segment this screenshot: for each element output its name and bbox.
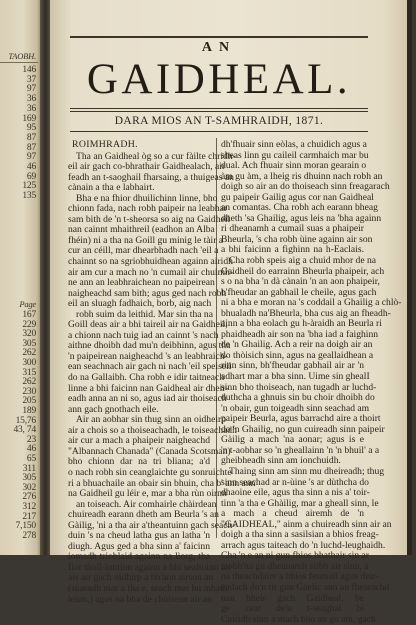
text-line: Cha robh speis aig a chuid mhor de na — [229, 255, 377, 267]
text-line: iomadh trioblaid againn na lìorg, tha — [68, 551, 210, 563]
text-line: na theachdaire a bhios feumail agus deir- — [221, 571, 379, 583]
index-number: 65 — [26, 454, 36, 464]
text-line: Tha an Gaidheal òg so a cur fàilte chridh- — [76, 150, 236, 162]
index-number: 217 — [22, 511, 36, 522]
text-line: sinn bho thoiseach, nan tugadh ar luchd- — [221, 381, 377, 393]
text-line: gheibheadh sinn am ionchuidh. — [221, 455, 341, 467]
index-number: 169 — [22, 113, 36, 124]
text-line: Cuiridh sinn a mach bho an gu am, gach — [221, 613, 376, 625]
index-number: 300 — [22, 358, 36, 368]
text-line: air am cur a mach no 'n cumail air chuimh- — [68, 266, 234, 278]
index-number: 189 — [22, 406, 36, 416]
text-line: cur an céill, mar dhearbhadh nach 'eil a — [68, 245, 219, 257]
text-line: an comantas. Cha robh ach earann bheag — [221, 202, 378, 214]
index-number: 43, 74 — [13, 425, 36, 436]
text-line: bhualadh na'Bheurla, bha cus aig an fheadh- — [221, 307, 391, 319]
index-number: 23 — [26, 434, 36, 445]
text-line: cànain a tha e labhairt. — [68, 182, 155, 194]
dateline-rule — [70, 131, 368, 132]
text-line: ne ann an leabhraichean no paipeirean — [68, 277, 215, 289]
masthead-title: GAIDHEAL. — [86, 56, 352, 103]
index-number: 15,76 — [15, 415, 36, 426]
masthead-rule-2 — [70, 111, 368, 112]
text-line: do 'n Ghailig, no gun cuireadh sinn paipeir — [221, 423, 385, 435]
index-number: 230 — [22, 386, 36, 397]
index-number: 320 — [22, 329, 36, 340]
text-line: sheas linn gu caileil carmhaich mar bu — [221, 149, 369, 161]
index-number: 262 — [22, 377, 36, 388]
text-line: taobh'na gu dheanamh sirbh air sinn, a — [221, 560, 369, 572]
index-number: 205 — [22, 396, 36, 407]
text-line: sinn seachad ar n-ùine 's ar dùthcha do — [221, 476, 369, 488]
index-number: 305 — [22, 338, 36, 349]
text-line: eadh anna an ni so, agus iad air thoiseach — [68, 393, 227, 405]
text-line: diugh. Agus ged a bha sinn a' faicinn — [68, 540, 210, 552]
text-line: (snaradh mar a tha e, seach mar bu mhath — [68, 582, 228, 594]
text-line: linne a bhi faicinn nan Gaidheal air dheir- — [68, 382, 229, 394]
text-line: feadh an t-saoghail fharsaing, a thuigeas an — [68, 171, 234, 183]
text-line: Bha e na fhior dhuilichinn linne, bho — [76, 192, 218, 204]
text-line: àm gu àm, a lheig ris dhuinn nach robh an — [221, 170, 383, 182]
text-line: rinn sinn, bh'fheudar gabhail air ar 'n — [221, 360, 364, 372]
text-line: de 'n Ghailig. Ach a reir na doigh air an — [221, 339, 373, 351]
text-line: adhart mar a bha sinn. Uime sin ghealI — [221, 371, 370, 383]
text-line: Goill deas air a bhi taireil air na Gaidheil, — [68, 319, 228, 331]
right-column — [221, 139, 402, 625]
text-line: chainnt so na sgriobhuidhean againn airidh — [68, 256, 233, 268]
index-number: 95 — [26, 123, 36, 134]
index-number: 97 — [26, 84, 36, 95]
issue-dateline: DARA MIOS AN T-SAMHRAIDH, 1871. — [114, 115, 324, 127]
text-line: ni a bha e moran na 's coddail a Ghailig a chlò- — [221, 297, 402, 309]
text-line: ean seachnach air gach ni nach 'eil speiseil — [68, 361, 232, 373]
index-number: 97 — [26, 152, 36, 163]
text-line: Thaing sinn am sinn mu dheireadh; thug — [229, 465, 385, 477]
text-line: air a chois so a thoiseachadh, le toiseachadh — [68, 424, 237, 436]
left-column — [68, 139, 256, 605]
index-number: 7,150 — [15, 521, 36, 532]
text-line: 'n t-aobhar so 'n gheallainn 'n 'n bhuil' a a — [221, 444, 380, 456]
text-line: eadach do'n tir gun Gaelic ann an fhearachd — [221, 581, 390, 593]
index-number: 312 — [22, 502, 36, 512]
text-line: robh suim da leithid. Mar sin tha na — [76, 308, 213, 320]
previous-page — [0, 0, 42, 555]
index-number: 125 — [22, 181, 36, 192]
text-line: air cur a mach a phaipeir naigheachd — [68, 435, 210, 447]
text-line: an toiseach. Air comhairle chàirdean — [76, 498, 217, 510]
text-line: "GAIDHEAL," ainm a chuireadh sinn air an — [221, 518, 392, 530]
index-number: 46 — [26, 444, 36, 455]
text-line: chuireadh earann dheth am Beurla 's an — [68, 509, 219, 521]
text-line: tinn 'a tha e Ghàilig, mar a gheall sinn, le — [221, 497, 379, 509]
index-number: 229 — [22, 319, 36, 330]
index-number: 135 — [22, 191, 36, 202]
text-line: ann gach gnothach eile. — [68, 403, 159, 415]
text-line: 'n obair, gun toigeadh sinn seachad am — [221, 402, 370, 414]
text-line: nan cainnt mhaithreil (eadhon an Alba — [68, 224, 215, 236]
text-line: doigh so air an do thoiseach sinn freagarach — [221, 181, 390, 193]
text-line: 'n paipeirean naigheachd 's an leabhraich- — [68, 350, 228, 362]
index-number: 46 — [26, 162, 36, 172]
text-line: o nach robh sin ceanglaichte gu sonruichte — [68, 466, 232, 478]
index-header: Page — [19, 299, 36, 309]
index-number: 302 — [22, 482, 36, 493]
text-line: ainn a bha eolach gu h-àraidh an Beurla ri — [221, 318, 382, 330]
masthead-rule-1 — [70, 108, 368, 109]
text-line: eil an sluagh fadhaich, borb, aig nach — [68, 298, 212, 310]
index-number: 37 — [26, 74, 36, 85]
text-line: a bhi faicinn a fighinn na h-Eaclais. — [221, 244, 364, 256]
page-edge — [407, 0, 412, 555]
index-header: TAOBH. — [8, 51, 36, 61]
text-line: a mach a cheud airemh de 'n — [221, 508, 364, 520]
text-line: fhéin) ni a tha na Goill gu minig le tàir a — [68, 234, 224, 246]
text-line: sam bith de 'n t-sheorsa so aig na Gaidheil — [68, 213, 231, 225]
index-number: 87 — [26, 142, 36, 153]
previous-page-rule — [0, 62, 38, 63]
text-line: aithne dhoibh dad mu'n deibhinn, agus tha — [68, 340, 231, 352]
masthead-an: AN — [201, 40, 237, 55]
text-line: Air an aobhar sin thug sinn an oidheirp — [76, 414, 227, 426]
text-line: Bheurla, 's cha robh ùine againn air son — [221, 233, 373, 245]
index-number: 311 — [22, 463, 36, 474]
text-line: arrach agus taiteach do 'n luchd-leughaidh. — [221, 539, 386, 551]
text-line: do na Gallaibh. Cha robh e idir taitneach — [68, 372, 225, 384]
text-line: ais air gach oidhirp a bh'ann airson an — [68, 572, 214, 584]
text-line: Gàilig a mach 'na aonar; agus is e — [221, 434, 364, 446]
text-line: dheth 'sa Ghailig, agus leis na 'bha againn — [221, 212, 382, 224]
text-line: bho chionn dar na tri bliana; a'd — [68, 456, 210, 468]
text-line: fior thoil-inntinn againn a bhi sealtuinn air — [68, 561, 232, 573]
text-line: "Albannach Chanada" (Canada Scotsman) — [68, 445, 231, 457]
index-number: 36 — [26, 94, 36, 105]
index-number: 305 — [22, 473, 36, 484]
text-line: s o na bha 'n dà cànain 'n an aon phaipeir, — [221, 276, 380, 288]
text-line: doigh a tha sinn a sasilsian a bhios freag- — [221, 529, 379, 541]
text-line: duthcha a ghnuis sin bu choir dhoibh do — [221, 392, 375, 404]
index-number: 69 — [26, 171, 36, 182]
text-line: ri a bhuachaile an obair sin bhuin, cha b' ann ann — [68, 477, 256, 489]
text-line: a chionn nach tuig iad an cainnt 's nach — [68, 329, 219, 341]
index-number: 276 — [22, 492, 36, 503]
text-line: b'fheudar an gabhail le cheile, agus gach — [221, 286, 377, 298]
text-line: phaidheadh air son na 'bha iad a faighinn — [221, 328, 379, 340]
index-number: 167 — [22, 310, 36, 320]
masthead-top-rule — [70, 36, 368, 38]
index-number: 262 — [22, 348, 36, 359]
text-line: nan bheir gach Gaidheal, be — [221, 592, 364, 604]
text-line: na Gaidheil gu léir e, mar a bha rùn oirnn — [68, 488, 227, 500]
index-number: 278 — [22, 530, 36, 541]
text-line: do thòisich sinn, agus na geallaidhean a — [221, 349, 374, 361]
text-line: dh'fhuair sinn eòlas, a chuidich agus a — [221, 139, 367, 150]
text-line: duin 's na cheud latha gus an latha 'n — [68, 530, 210, 542]
text-line: ge cear de'n t-seaghal bi — [221, 603, 364, 615]
text-line: chionn fada, nach robh paipeir na leabhar — [68, 203, 228, 215]
text-line: dual. Ach fhuair sinn moran gearain o — [221, 160, 367, 172]
text-line: ri dheanamh a cumail suas a phaipeir — [221, 223, 364, 235]
index-number: 315 — [22, 367, 36, 378]
text-line: eil air gach co-bhrathair Gaidhealach, air — [68, 161, 226, 173]
index-number: 36 — [26, 103, 36, 114]
text-line: naigheachd sam bith; agus ged nach robh — [68, 287, 227, 299]
text-line: paipeir Beurla, agus barrachd aire a thoirt — [221, 413, 381, 425]
index-number: 146 — [22, 65, 36, 75]
text-line: Cha 'n e an ni gun fhios bhathair sin ar — [221, 550, 370, 562]
article-heading: ROIMHRADH. — [72, 139, 138, 150]
index-number: 87 — [26, 132, 36, 143]
text-line: Gàilig, 'ni a tha air a'theantuinn gach seach- — [68, 519, 236, 531]
text-line: Gaidheil do earrainn Bheurla phaipeir, ach — [221, 265, 385, 277]
text-line: leinn,) agus na bha de chùisean air an — [68, 593, 212, 605]
text-line: dhaoine eile, agus tha sinn a nis a' toir- — [221, 487, 370, 499]
text-line: gu paipeir Gailig agus cor nan Gaidheal — [221, 191, 374, 203]
